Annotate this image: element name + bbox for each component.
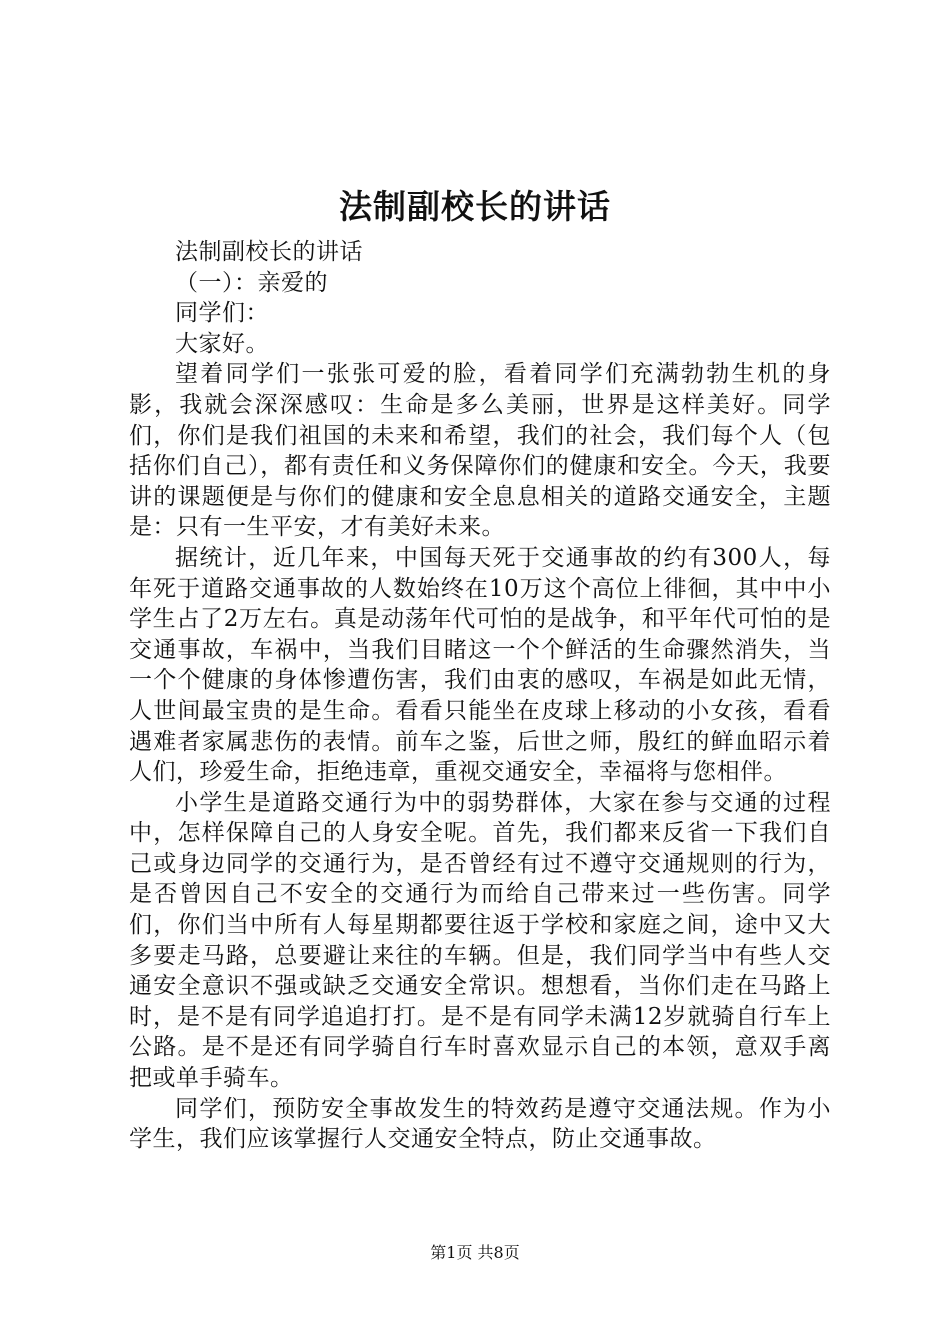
body-paragraph: 同学们，预防安全事故发生的特效药是遵守交通法规。作为小学生，我们应该掌握行人交通安全特点，防止交通事故。	[129, 1095, 831, 1153]
body-paragraph: 据统计，近几年来，中国每天死于交通事故的约有300人，每年死于道路交通事故的人数始终在10万这个高位上徘徊，其中中小学生占了2万左右。真是动荡年代可怕的是战争，和平年代可怕的是交通事故，车祸中，当我们目睹这一个个鲜活的生命骤然消失，当一个个健康的身体惨遭伤害，我们由衷的感叹，车祸是如此无情，人世间最宝贵的是生命。看看只能坐在皮球上移动的小女孩，看看遇难者家属悲伤的表情。前车之鉴，后世之师，殷红的鲜血昭示着人们，珍爱生命，拒绝违章，重视交通安全，幸福将与您相伴。	[129, 544, 831, 786]
body-paragraph: 同学们：	[175, 300, 269, 327]
body-paragraph: 法制副校长的讲话	[175, 239, 363, 265]
body-paragraph: （一）：亲爱的	[175, 269, 328, 296]
document-title: 法制副校长的讲话	[339, 187, 611, 226]
body-paragraph: 望着同学们一张张可爱的脸，看着同学们充满勃勃生机的身影，我就会深深感叹：生命是多么美丽，世界是这样美好。同学们，你们是我们祖国的未来和希望，我们的社会，我们每个人（包括你们自己），都有责任和义务保障你们的健康和安全。今天，我要讲的课题便是与你们的健康和安全息息相关的道路交通安全，主题是：只有一生平安，才有美好未来。	[129, 361, 831, 541]
body-paragraph: 大家好。	[175, 330, 269, 357]
body-paragraph: 小学生是道路交通行为中的弱势群体，大家在参与交通的过程中，怎样保障自己的人身安全呢。首先，我们都来反省一下我们自己或身边同学的交通行为，是否曾经有过不遵守交通规则的行为，是否曾因自己不安全的交通行为而给自己带来过一些伤害。同学们，你们当中所有人每星期都要往返于学校和家庭之间，途中又大多要走马路，总要避让来往的车辆。但是，我们同学当中有些人交通安全意识不强或缺乏交通安全常识。想想看，当你们走在马路上时，是不是有同学追追打打。是不是有同学未满12岁就骑自行车上公路。是不是还有同学骑自行车时喜欢显示自己的本领，意双手离把或单手骑车。	[129, 789, 831, 1092]
document-body	[129, 237, 831, 1155]
page-footer: 第1页 共8页	[430, 1243, 520, 1262]
